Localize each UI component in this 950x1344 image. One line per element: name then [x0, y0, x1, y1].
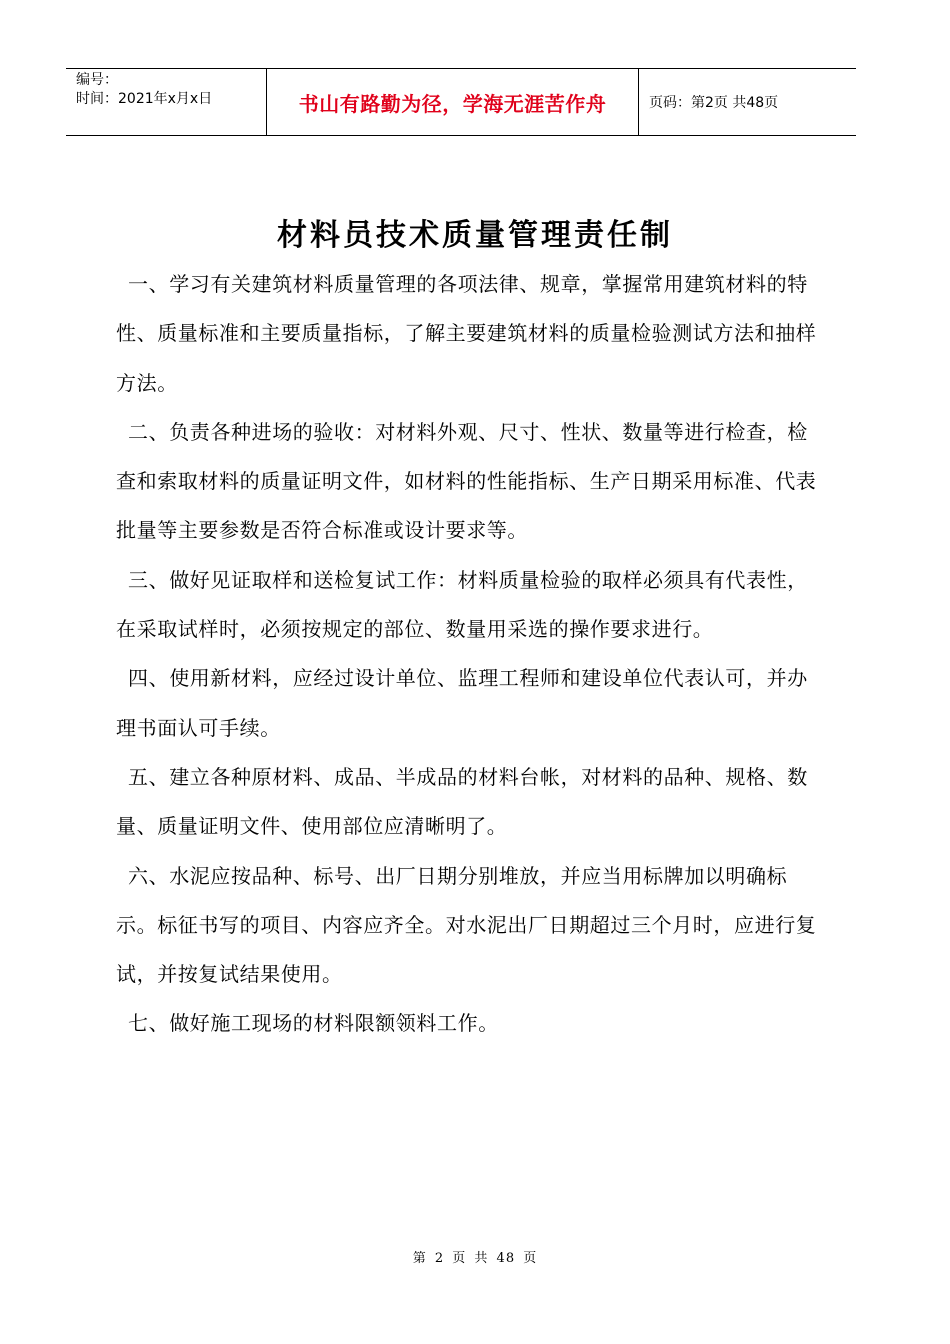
paragraph: 五、建立各种原材料、成品、半成品的材料台帐，对材料的品种、规格、数量、质量证明文件、使用部位应清晰明了。: [116, 764, 808, 839]
header-motto: 书山有路勤为径，学海无涯苦作舟: [267, 69, 639, 135]
document-number-label: 编号：: [76, 72, 118, 88]
document-body: [116, 260, 828, 1049]
paragraph: 七、做好施工现场的材料限额领料工作。: [128, 1011, 499, 1036]
header-page-info: 页码：第2页 共48页: [649, 95, 779, 111]
document-title: 材料员技术质量管理责任制: [277, 218, 673, 253]
paragraph: 三、做好见证取样和送检复试工作：材料质量检验的取样必须具有代表性，在采取试样时，必须按规定的部位、数量用采选的操作要求进行。: [116, 567, 808, 642]
paragraph: 一、学习有关建筑材料质量管理的各项法律、规章，掌握常用建筑材料的特性、质量标准和主要质量指标，了解主要建筑材料的质量检验测试方法和抽样方法。: [116, 272, 817, 395]
paragraph: 二、负责各种进场的验收：对材料外观、尺寸、性状、数量等进行检查，检查和索取材料的质量证明文件，如材料的性能指标、生产日期采用标准、代表批量等主要参数是否符合标准或设计要求等。: [116, 419, 817, 543]
page-footer: 第 2 页 共 48 页: [412, 1251, 538, 1266]
document-time-label: 时间：2021年x月x日: [76, 91, 213, 107]
paragraph: 四、使用新材料，应经过设计单位、监理工程师和建设单位代表认可，并办理书面认可手续。: [116, 666, 808, 740]
header-meta-cell: [66, 69, 267, 135]
page-header: [66, 68, 856, 136]
paragraph: 六、水泥应按品种、标号、出厂日期分别堆放，并应当用标牌加以明确标示。标征书写的项目、内容应齐全。对水泥出厂日期超过三个月时，应进行复试，并按复试结果使用。: [116, 863, 817, 987]
